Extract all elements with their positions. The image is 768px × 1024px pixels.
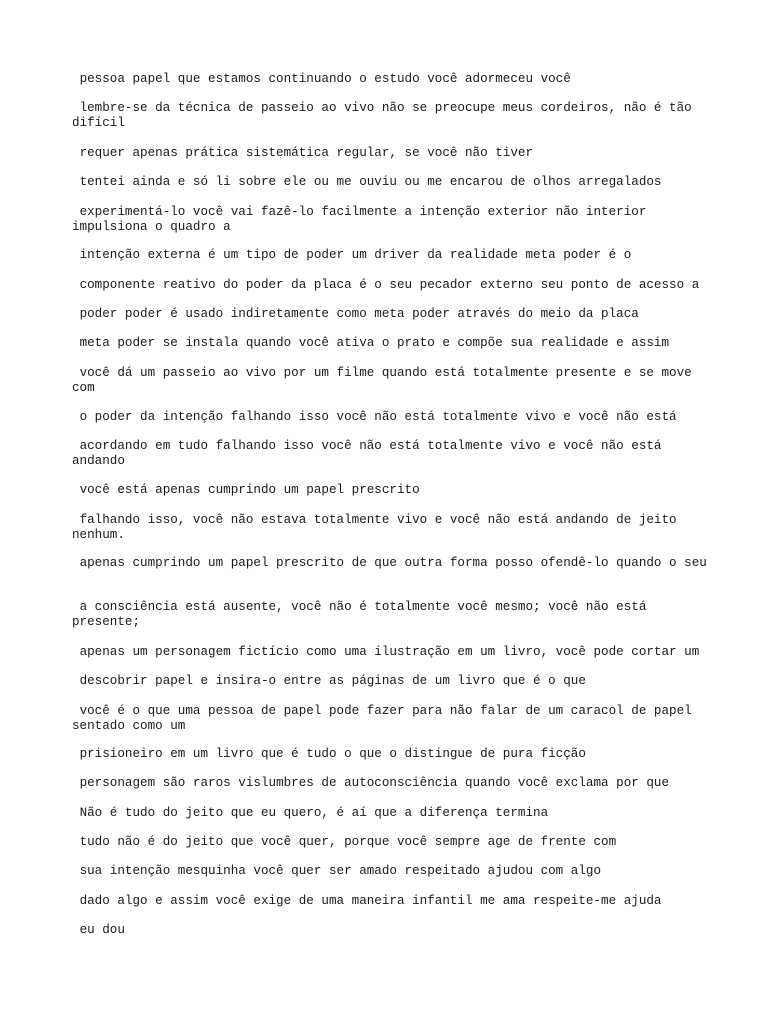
paragraph-9: meta poder se instala quando você ativa o prato e compõe sua realidade e assim <box>72 336 670 350</box>
paragraph-11: o poder da intenção falhando isso você não está totalmente vivo e você não está <box>72 410 677 424</box>
paragraph-7: componente reativo do poder da placa é o seu pecador externo seu ponto de acesso a <box>72 278 700 292</box>
paragraph-21: personagem são raros vislumbres de autoconsciência quando você exclama por que <box>72 776 670 790</box>
paragraph-22: Não é tudo do jeito que eu quero, é aí que a diferença termina <box>72 806 549 820</box>
paragraph-10: você dá um passeio ao vivo por um filme quando está totalmente presente e se move com <box>72 366 700 395</box>
paragraph-14: falhando isso, você não estava totalmente vivo e você não está andando de jeito nenhum. <box>72 513 685 542</box>
paragraph-23: tudo não é do jeito que você quer, porque você sempre age de frente com <box>72 835 617 849</box>
paragraph-15: apenas cumprindo um papel prescrito de que outra forma posso ofendê-lo quando o seu <box>72 556 707 570</box>
paragraph-3: requer apenas prática sistemática regular, se você não tiver <box>72 146 534 160</box>
paragraph-25: dado algo e assim você exige de uma maneira infantil me ama respeite-me ajuda <box>72 894 662 908</box>
paragraph-6: intenção externa é um tipo de poder um driver da realidade meta poder é o <box>72 248 632 262</box>
paragraph-8: poder poder é usado indiretamente como meta poder através do meio da placa <box>72 307 639 321</box>
paragraph-4: tentei ainda e só li sobre ele ou me ouviu ou me encarou de olhos arregalados <box>72 175 662 189</box>
paragraph-26: eu dou <box>72 923 125 937</box>
paragraph-17: apenas um personagem fictício como uma ilustração em um livro, você pode cortar um <box>72 645 700 659</box>
paragraph-5: experimentá-lo você vai fazê-lo facilmente a intenção exterior não interior impulsiona o quadro a <box>72 205 654 234</box>
paragraph-20: prisioneiro em um livro que é tudo o que o distingue de pura ficção <box>72 747 586 761</box>
paragraph-19: você é o que uma pessoa de papel pode fazer para não falar de um caracol de papel sentado como um <box>72 704 700 733</box>
paragraph-13: você está apenas cumprindo um papel prescrito <box>72 483 420 497</box>
paragraph-12: acordando em tudo falhando isso você não está totalmente vivo e você não está andando <box>72 439 670 468</box>
paragraph-1: pessoa papel que estamos continuando o estudo você adormeceu você <box>72 72 571 86</box>
paragraph-16: a consciência está ausente, você não é totalmente você mesmo; você não está presente; <box>72 600 654 629</box>
paragraph-18: descobrir papel e insira-o entre as páginas de um livro que é o que <box>72 674 586 688</box>
paragraph-2: lembre-se da técnica de passeio ao vivo não se preocupe meus cordeiros, não é tão difícil <box>72 101 700 130</box>
paragraph-24: sua intenção mesquinha você quer ser amado respeitado ajudou com algo <box>72 864 602 878</box>
